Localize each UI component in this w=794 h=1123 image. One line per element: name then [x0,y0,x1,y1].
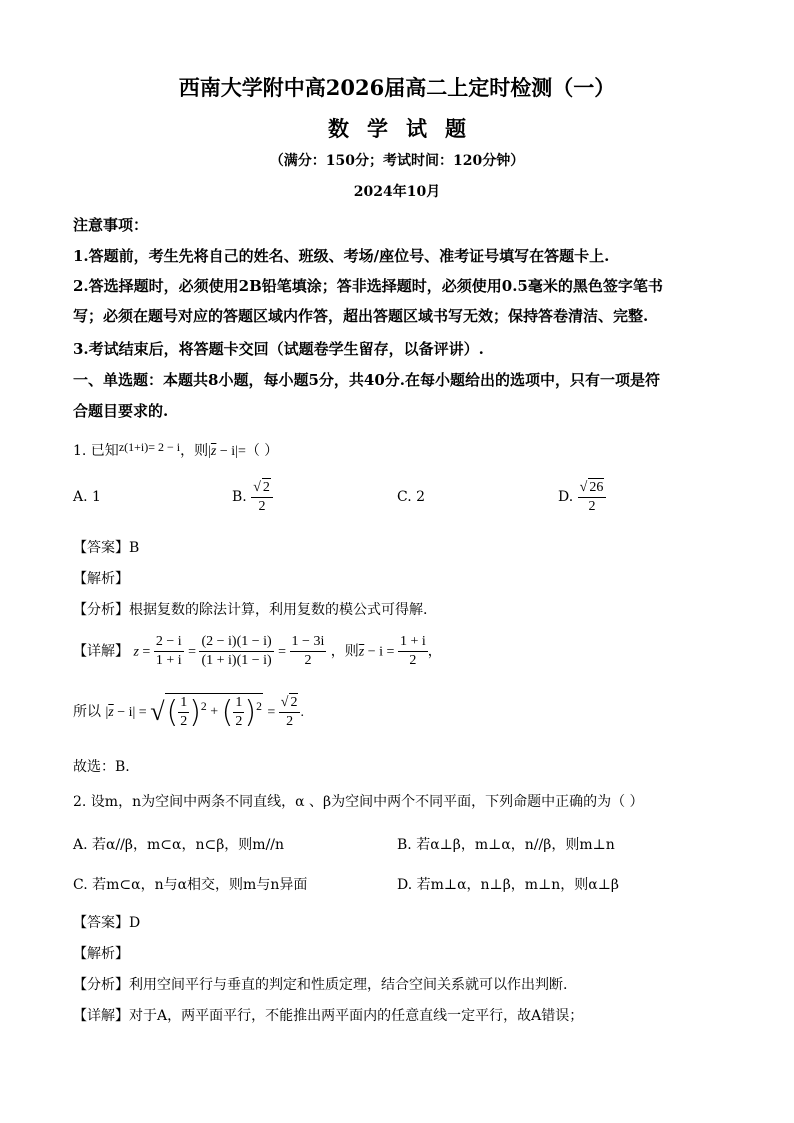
q1-detail-line-2: 所以 $|\overline{z} - i|$ = √( $\frac{1}{2}$ )$^2$ + ( $\frac{1}{2}$ )$^2$ = $\frac{√ 2}{2}$ . [73,695,304,730]
q1-analysis-tag: 【解析】 [73,571,129,587]
q2-fenxi-text: 利用空间平行与垂直的判定和性质定理，结合空间关系就可以作出判断. [129,977,568,993]
q1-frac-2: $\frac{(2 - i)(1 - i)}{(1 + i)(1 - i)}$ [201,634,272,668]
q1-answer-tag: 【答案】 [73,540,129,556]
section-heading-line-1: 一、单选题：本题共8小题，每小题5分，共40分.在每小题给出的选项中，只有一项是符 [73,371,660,389]
q2-analysis-tag: 【解析】 [73,946,129,962]
q1-option-b [232,478,273,516]
q2-fenxi-tag: 【分析】 [73,977,129,993]
q2-analysis-summary [73,974,567,994]
q1-option-c: C. 2 [397,489,426,505]
q2-detail [73,1005,583,1025]
q2-answer-value: D [129,915,141,931]
q1-detail-tag: 【详解】 [73,643,129,660]
score-info: （满分：150分；考试时间：120分钟） [269,153,525,169]
q1-stem [73,440,278,460]
q1-answer-value: B [129,540,140,556]
q2-option-c: C. 若m⊂α，n与α相交，则m与n异面 [73,877,308,893]
q1-modulus-root: ( $\frac{1}{2}$ )$^2$ + ( $\frac{1}{2}$ )$^2$ [166,695,262,730]
notice-heading: 注意事项： [73,216,149,234]
subject-title: 数学试题 [328,116,484,141]
q1-detail-line-1: 【详解】 z = $\frac{2 - i}{1 + i}$ = $\frac{(2 - i)(1 - i)}{(1 + i)(1 - i)}$ = $\frac{1 - 3i}{2}$ ，则$\overline{z} - i$ = $\frac{1 + i}{2}$ ， [73,634,442,668]
q1-result-frac: $\frac{√ 2}{2}$ [279,693,301,731]
q1-detail-then: ，则 [330,643,359,660]
q1-option-b-value: $\frac{√ 2}{2}$ [251,478,273,516]
q1-fenxi-text: 根据复数的除法计算，利用复数的模公式可得解. [129,602,428,618]
q2-option-b: B. 若α⊥β，m⊥α，n//β，则m⊥n [397,837,615,853]
notice-item-2-line-2: 写；必须在题号对应的答题区域内作答，超出答题区域书写无效；保持答卷清洁、完整. [73,307,649,325]
q1-frac-3: $\frac{1 - 3i}{2}$ [291,634,325,668]
q1-stem-then: ，则 [180,443,209,459]
q2-option-d: D. 若m⊥α，n⊥β，m⊥n，则α⊥β [397,877,619,893]
q1-modulus-expr: $|\overline{z} - i|=$ [208,444,246,459]
q2-answer [73,912,140,932]
q1-stem-paren: （ ） [245,443,279,459]
q1-fenxi-tag: 【分析】 [73,602,129,618]
q1-frac-1: $\frac{2 - i}{1 + i}$ [155,634,182,668]
notice-item-2-line-1: 2.答选择题时，必须使用2B铅笔填涂；答非选择题时，必须使用0.5毫米的黑色签字笔书 [73,277,663,295]
q1-option-d-value: $\frac{√ 26}{2}$ [578,478,607,516]
q1-stem-prefix: 1. 已知 [73,443,119,459]
q1-option-b-label: B. [232,489,247,505]
q2-answer-tag: 【答案】 [73,915,129,931]
q2-detail-tag: 【详解】 [73,1008,129,1024]
q1-analysis-summary [73,599,427,619]
notice-item-3: 3.考试结束后，将答题卡交回（试题卷学生留存，以备评讲）. [73,340,484,358]
q1-option-d [558,478,606,516]
q1-detail-so: 所以 [73,704,101,720]
exam-title: 西南大学附中高2026届高二上定时检测（一） [178,75,616,100]
q1-given-equation: z(1+i)= 2 − i [118,440,181,454]
q2-detail-text: 对于A，两平面平行，不能推出两平面内的任意直线一定平行，故A错误； [129,1008,584,1024]
q1-answer [73,537,139,557]
q1-option-a: A. 1 [73,489,101,505]
q1-conclusion: 故选：B. [73,759,130,775]
q2-stem: 2. 设m，n为空间中两条不同直线，α 、β为空间中两个不同平面，下列命题中正确的为（ ） [73,794,644,810]
exam-date: 2024年10月 [353,184,441,200]
q2-option-a: A. 若α//β，m⊂α，n⊂β，则m//n [73,837,285,853]
section-heading-line-2: 合题目要求的. [73,402,169,420]
q1-option-d-label: D. [558,489,574,505]
q1-frac-4: $\frac{1 + i}{2}$ [399,634,426,668]
notice-item-1: 1.答题前，考生先将自己的姓名、班级、考场/座位号、准考证号填写在答题卡上. [73,247,610,265]
